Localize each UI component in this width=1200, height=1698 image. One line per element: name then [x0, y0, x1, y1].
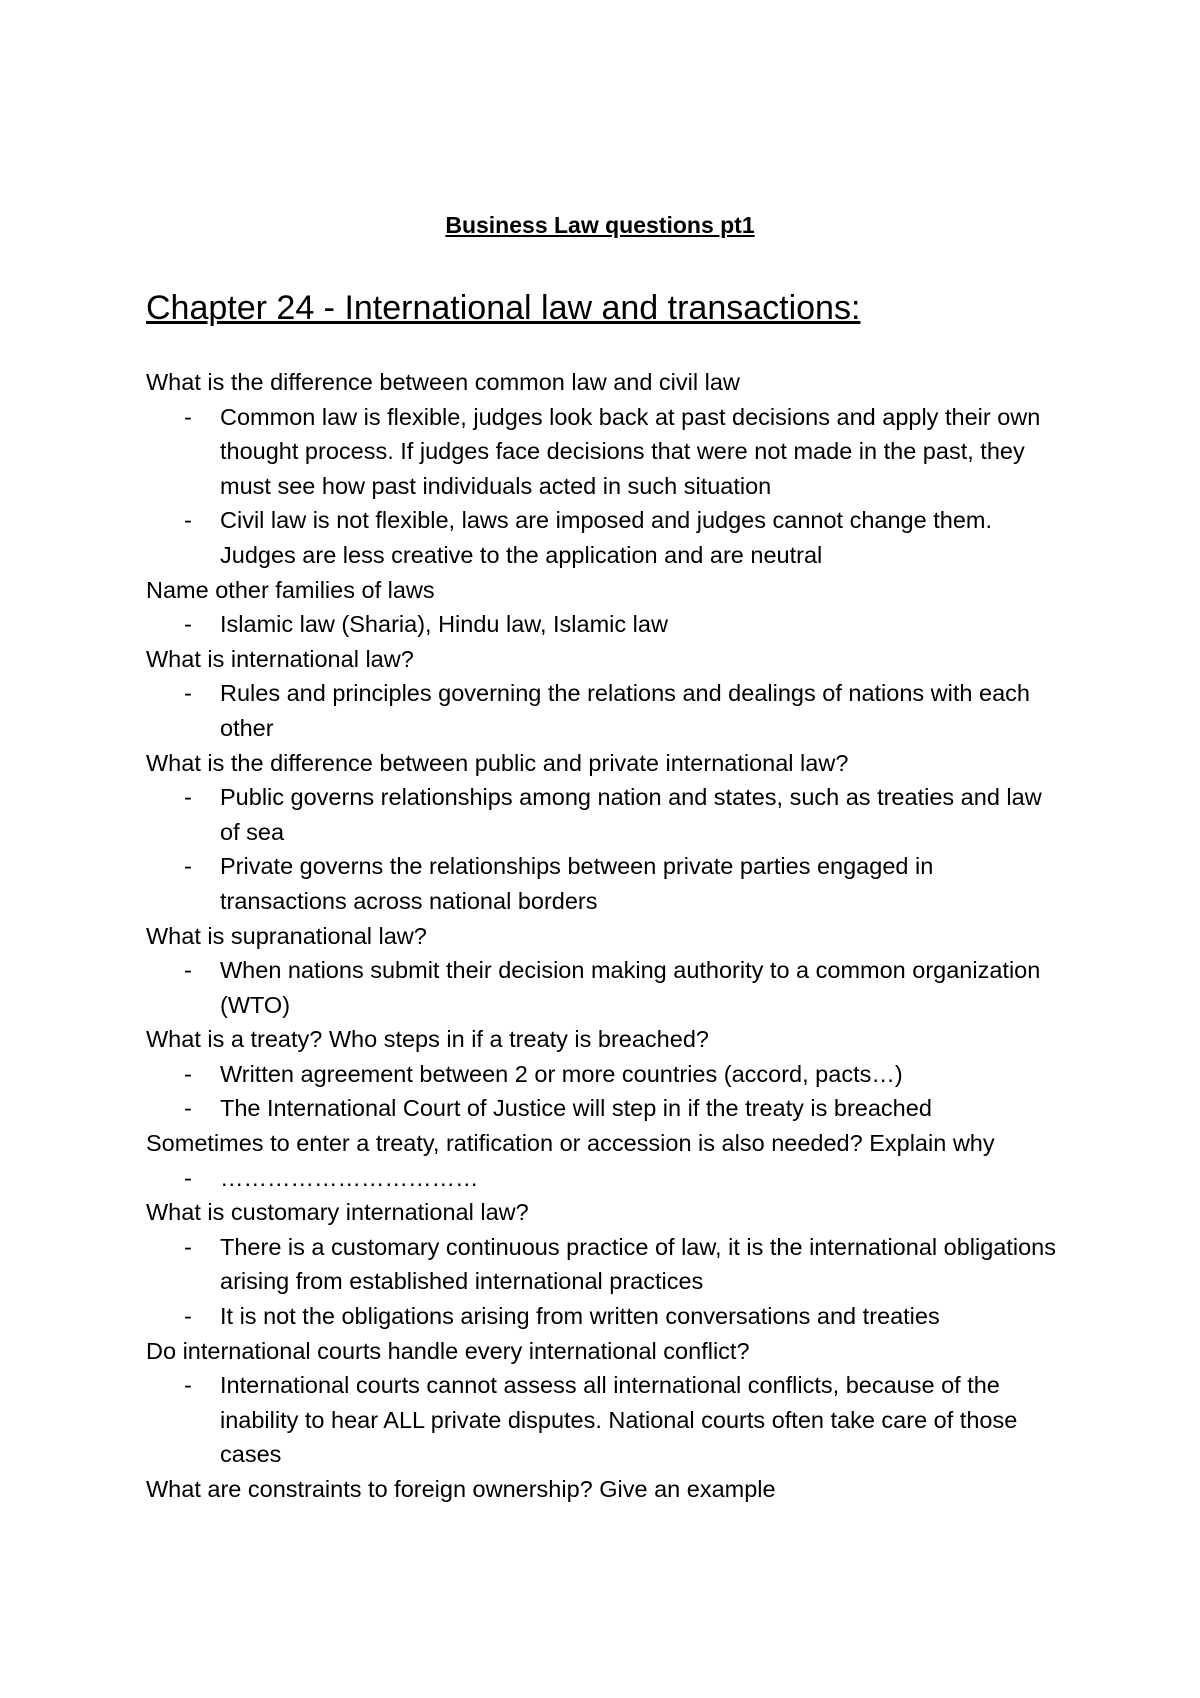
answer-list [146, 676, 1066, 745]
bullet-dash: - [184, 1164, 192, 1191]
answer-list [146, 953, 1066, 1022]
question-text: Do international courts handle every international conflict? [146, 1337, 750, 1364]
answer-list [146, 400, 1066, 573]
question-text: What is the difference between public and private international law? [146, 749, 849, 776]
answer-text: Private governs the relationships between private parties engaged in transactions across national borders [220, 853, 934, 914]
answer-item [146, 849, 1066, 918]
answer-list [146, 1057, 1066, 1126]
question-text: Sometimes to enter a treaty, ratification or accession is also needed? Explain why [146, 1130, 995, 1157]
question-text: What is customary international law? [146, 1199, 529, 1226]
qa-item-6 [146, 1022, 1066, 1126]
bullet-dash: - [184, 784, 192, 811]
question-text: What is a treaty? Who steps in if a treaty is breached? [146, 1026, 709, 1053]
qa-item-10 [146, 1472, 1066, 1507]
answer-text: There is a customary continuous practice of law, it is the international obligations arising from established international practices [220, 1233, 1056, 1295]
qa-item-1 [146, 365, 1066, 573]
qa-item-2 [146, 573, 1066, 642]
answer-item [146, 1299, 1066, 1334]
answer-text: It is not the obligations arising from written conversations and treaties [220, 1303, 940, 1330]
answer-item [146, 953, 1066, 1022]
answer-list [146, 1230, 1066, 1334]
bullet-dash: - [184, 957, 192, 984]
qa-item-9 [146, 1334, 1066, 1472]
bullet-dash: - [184, 680, 192, 707]
question-text: Name other families of laws [146, 576, 435, 603]
bullet-dash: - [184, 1095, 192, 1122]
bullet-dash: - [184, 611, 192, 638]
answer-text: Islamic law (Sharia), Hindu law, Islamic law [220, 611, 668, 638]
answer-list [146, 780, 1066, 918]
qa-item-3 [146, 642, 1066, 746]
answer-text: Public governs relationships among nation and states, such as treaties and law of sea [220, 784, 1042, 845]
qa-list [146, 365, 1066, 1507]
qa-item-8 [146, 1195, 1066, 1333]
answer-item [146, 1230, 1066, 1299]
answer-placeholder: …………………………… [220, 1164, 479, 1191]
answer-item [146, 1161, 1066, 1196]
answer-item [146, 780, 1066, 849]
qa-item-7 [146, 1126, 1066, 1195]
question-text: What is the difference between common law and civil law [146, 369, 740, 395]
bullet-dash: - [184, 403, 192, 430]
question-text: What are constraints to foreign ownership? Give an example [146, 1476, 776, 1502]
answer-item [146, 1057, 1066, 1092]
question-text: What is supranational law? [146, 922, 427, 949]
answer-item [146, 1091, 1066, 1126]
bullet-dash: - [184, 853, 192, 880]
answer-text: Civil law is not flexible, laws are imposed and judges cannot change them. Judges are less creative to the application and are neutral [220, 507, 993, 568]
answer-list [146, 607, 1066, 642]
question-text: What is international law? [146, 645, 414, 672]
answer-text: Rules and principles governing the relations and dealings of nations with each other [220, 680, 1030, 741]
qa-item-4 [146, 746, 1066, 919]
answer-list [146, 1368, 1066, 1472]
bullet-dash: - [184, 1303, 192, 1330]
answer-text: When nations submit their decision making authority to a common organization (WTO) [220, 957, 1041, 1018]
answer-list [146, 1161, 1066, 1196]
answer-text: Written agreement between 2 or more countries (accord, pacts…) [220, 1060, 903, 1087]
answer-text: Common law is flexible, judges look back at past decisions and apply their own thought process. If judges face decisions that were not made in the past, they must see how past individuals acted in such situation [220, 403, 1041, 499]
answer-item [146, 1368, 1066, 1472]
bullet-dash: - [184, 507, 192, 534]
answer-item [146, 676, 1066, 745]
qa-item-5 [146, 919, 1066, 1023]
bullet-dash: - [184, 1233, 192, 1260]
answer-text: International courts cannot assess all international conflicts, because of the inability to hear ALL private disputes. National courts often take care of those cases [220, 1372, 1018, 1468]
chapter-heading: Chapter 24 - International law and transactions: [146, 289, 861, 327]
answer-item [146, 503, 1066, 572]
answer-text: The International Court of Justice will step in if the treaty is breached [220, 1095, 932, 1122]
bullet-dash: - [184, 1060, 192, 1087]
bullet-dash: - [184, 1372, 192, 1399]
answer-item [146, 400, 1066, 504]
document-title: Business Law questions pt1 [445, 212, 755, 238]
answer-item [146, 607, 1066, 642]
